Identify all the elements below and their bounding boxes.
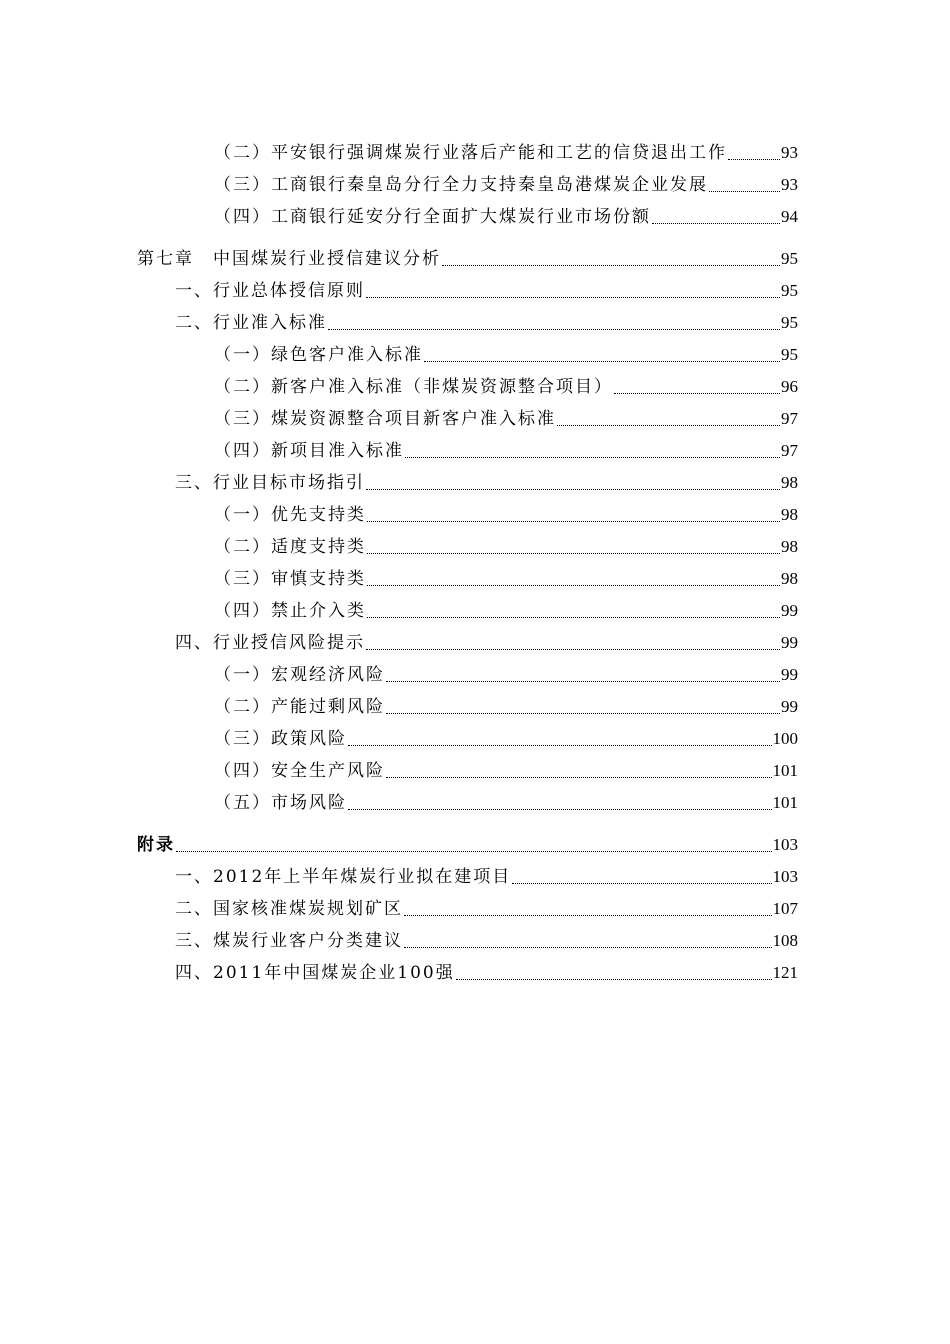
- toc-entry-title: 四、行业授信风险提示: [175, 633, 365, 653]
- toc-leader-dots: [366, 297, 780, 298]
- toc-page-number: 103: [772, 867, 798, 886]
- toc-leader-dots: [348, 745, 772, 746]
- toc-page-number: 101: [772, 761, 798, 780]
- toc-entry[interactable]: [214, 660, 798, 690]
- toc-page-number: 95: [781, 313, 798, 332]
- toc-entry[interactable]: [214, 788, 798, 818]
- toc-leader-dots: [367, 617, 780, 618]
- toc-page-number: 95: [781, 281, 798, 300]
- toc-page-number: 121: [772, 963, 798, 982]
- toc-entry-title: 第七章 中国煤炭行业授信建议分析: [137, 249, 441, 269]
- toc-entry[interactable]: [175, 926, 798, 956]
- toc-leader-dots: [386, 713, 780, 714]
- toc-page-number: 94: [781, 207, 798, 226]
- toc-entry[interactable]: [175, 894, 798, 924]
- toc-page-number: 97: [781, 441, 798, 460]
- toc-entry[interactable]: [214, 436, 798, 466]
- toc-page-number: 103: [772, 835, 798, 854]
- toc-leader-dots: [709, 191, 780, 192]
- toc-entry-title: （三）工商银行秦皇岛分行全力支持秦皇岛港煤炭企业发展: [214, 175, 708, 195]
- toc-entry-title: （二）适度支持类: [214, 537, 366, 557]
- toc-leader-dots: [456, 979, 772, 980]
- toc-entry[interactable]: [175, 958, 798, 988]
- toc-page-number: 100: [772, 729, 798, 748]
- toc-leader-dots: [404, 915, 772, 916]
- toc-entry-title: 三、行业目标市场指引: [175, 473, 365, 493]
- toc-page-number: 99: [781, 601, 798, 620]
- toc-entry[interactable]: [214, 202, 798, 232]
- toc-page-number: 97: [781, 409, 798, 428]
- toc-entry[interactable]: [175, 628, 798, 658]
- toc-entry-title: （四）安全生产风险: [214, 761, 385, 781]
- toc-leader-dots: [366, 489, 780, 490]
- toc-entry[interactable]: [214, 724, 798, 754]
- toc-page-number: 108: [772, 931, 798, 950]
- toc-page-number: 93: [781, 175, 798, 194]
- toc-entry[interactable]: [175, 276, 798, 306]
- toc-leader-dots: [512, 883, 771, 884]
- toc-leader-dots: [367, 521, 780, 522]
- toc-entry-title: （二）平安银行强调煤炭行业落后产能和工艺的信贷退出工作: [214, 143, 727, 163]
- toc-entry[interactable]: [214, 340, 798, 370]
- toc-entry-title: （一）绿色客户准入标准: [214, 345, 423, 365]
- toc-entry[interactable]: [214, 532, 798, 562]
- toc-entry-title: 附录: [137, 835, 175, 855]
- toc-page-number: 99: [781, 633, 798, 652]
- toc-leader-dots: [367, 585, 780, 586]
- toc-leader-dots: [386, 681, 780, 682]
- toc-leader-dots: [557, 425, 780, 426]
- toc-entry[interactable]: [214, 170, 798, 200]
- toc-leader-dots: [366, 649, 780, 650]
- toc-leader-dots: [348, 809, 772, 810]
- toc-leader-dots: [405, 457, 780, 458]
- toc-page-number: 96: [781, 377, 798, 396]
- toc-entry[interactable]: [214, 372, 798, 402]
- toc-entry-title: 三、煤炭行业客户分类建议: [175, 931, 403, 951]
- toc-leader-dots: [176, 851, 772, 852]
- toc-leader-dots: [442, 265, 780, 266]
- toc-leader-dots: [652, 223, 780, 224]
- toc-entry-title: （五）市场风险: [214, 793, 347, 813]
- toc-leader-dots: [367, 553, 780, 554]
- toc-page-number: 101: [772, 793, 798, 812]
- toc-entry-title: 二、行业准入标准: [175, 313, 327, 333]
- toc-page-number: 99: [781, 697, 798, 716]
- toc-entry[interactable]: [214, 404, 798, 434]
- toc-entry[interactable]: [214, 596, 798, 626]
- toc-entry-title: （二）产能过剩风险: [214, 697, 385, 717]
- toc-entry[interactable]: [175, 862, 798, 892]
- toc-page-number: 99: [781, 665, 798, 684]
- toc-entry[interactable]: [175, 468, 798, 498]
- toc-entry[interactable]: [214, 138, 798, 168]
- toc-entry-title: （三）审慎支持类: [214, 569, 366, 589]
- toc-entry[interactable]: [137, 244, 798, 274]
- toc-entry[interactable]: [137, 830, 798, 860]
- toc-leader-dots: [614, 393, 780, 394]
- toc-page-number: 95: [781, 249, 798, 268]
- toc-entry[interactable]: [214, 500, 798, 530]
- toc-page-number: 98: [781, 537, 798, 556]
- toc-entry-title: （四）新项目准入标准: [214, 441, 404, 461]
- toc-page-number: 98: [781, 473, 798, 492]
- toc-leader-dots: [728, 159, 780, 160]
- toc-leader-dots: [386, 777, 772, 778]
- toc-entry-title: （一）优先支持类: [214, 505, 366, 525]
- toc-entry-title: 一、行业总体授信原则: [175, 281, 365, 301]
- toc-entry-title: （四）禁止介入类: [214, 601, 366, 621]
- toc-entry-title: （四）工商银行延安分行全面扩大煤炭行业市场份额: [214, 207, 651, 227]
- toc-entry-title: （三）政策风险: [214, 729, 347, 749]
- toc-leader-dots: [404, 947, 772, 948]
- toc-entry-title: 四、2011年中国煤炭企业100强: [175, 963, 455, 983]
- toc-page-number: 95: [781, 345, 798, 364]
- toc-entry[interactable]: [214, 564, 798, 594]
- toc-entry[interactable]: [214, 756, 798, 786]
- toc-entry-title: （一）宏观经济风险: [214, 665, 385, 685]
- toc-leader-dots: [424, 361, 780, 362]
- toc-entry-title: （三）煤炭资源整合项目新客户准入标准: [214, 409, 556, 429]
- toc-entry[interactable]: [175, 308, 798, 338]
- toc-page-number: 93: [781, 143, 798, 162]
- toc-entry-title: 二、国家核准煤炭规划矿区: [175, 899, 403, 919]
- toc-page-number: 98: [781, 569, 798, 588]
- toc-entry[interactable]: [214, 692, 798, 722]
- toc-leader-dots: [328, 329, 780, 330]
- toc-entry-title: 一、2012年上半年煤炭行业拟在建项目: [175, 867, 512, 887]
- toc-entry-title: （二）新客户准入标准（非煤炭资源整合项目）: [214, 377, 613, 397]
- toc-page-number: 98: [781, 505, 798, 524]
- toc-page-number: 107: [772, 899, 798, 918]
